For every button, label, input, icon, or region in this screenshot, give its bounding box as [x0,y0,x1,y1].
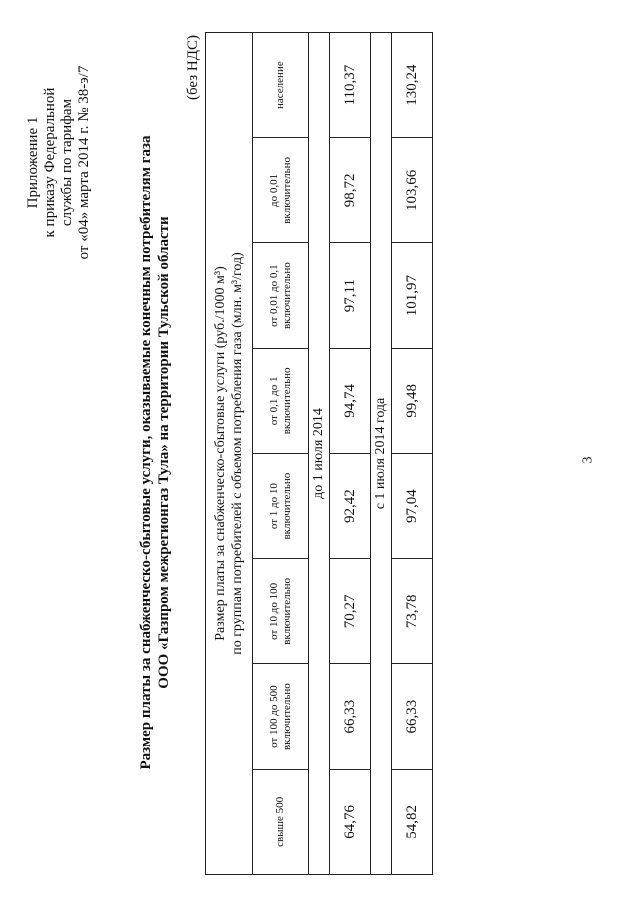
table-caption [206,33,253,875]
table-cell: 54,82 [392,769,433,874]
table-cell: 97,11 [330,243,371,348]
column-header: от 10 до 100 включительно [253,559,309,664]
appendix-line: от «04» марта 2014 г. № 38-э/7 [76,65,92,260]
table-cell: 99,48 [392,348,433,453]
tariff-table [205,32,433,875]
table-cell: 92,42 [330,454,371,559]
document-title [137,45,173,860]
column-header: от 0,1 до 1 включительно [253,348,309,453]
table-cell: 110,37 [330,33,371,138]
appendix-line: Приложение 1 [25,116,41,209]
caption-line: Размер платы за снабженческо-сбытовые услуги (руб./1000 м³) [213,266,228,641]
column-header: от 100 до 500 включительно [253,664,309,769]
title-line: Размер платы за снабженческо-сбытовые услуги, оказываемые конечным потребителям газа [138,135,154,770]
table-cell: 66,33 [330,664,371,769]
table-cell: 103,66 [392,138,433,243]
period-row [371,33,392,875]
column-header: от 0,01 до 0,1 включительно [253,243,309,348]
title-line: ООО «Газпром межрегионгаз Тула» на территории Тульской области [156,216,172,689]
column-header: от 1 до 10 включительно [253,454,309,559]
appendix-block [25,45,93,280]
table-cell: 66,33 [392,664,433,769]
appendix-line: к приказу Федеральной [42,87,58,238]
vat-note: (без НДС) [185,35,201,101]
table-cell: 101,97 [392,243,433,348]
rotated-document-page [25,25,615,880]
appendix-line: службы по тарифам [59,98,75,227]
table-cell: 64,76 [330,769,371,874]
table-cell: 94,74 [330,348,371,453]
column-header: до 0,01 включительно [253,138,309,243]
table-row [330,33,371,875]
column-header: население [253,33,309,138]
column-header: свыше 500 [253,769,309,874]
table-cell: 73,78 [392,559,433,664]
table-cell: 97,04 [392,454,433,559]
caption-line: по группам потребителей с объемом потребления газа (млн. м³/год) [230,252,245,655]
table-cell: 130,24 [392,33,433,138]
period-row [309,33,330,875]
period-label: до 1 июля 2014 [309,33,330,875]
table-cell: 98,72 [330,138,371,243]
table-cell: 70,27 [330,559,371,664]
table-row [392,33,433,875]
page-number: 3 [580,456,596,464]
period-label: с 1 июля 2014 года [371,33,392,875]
